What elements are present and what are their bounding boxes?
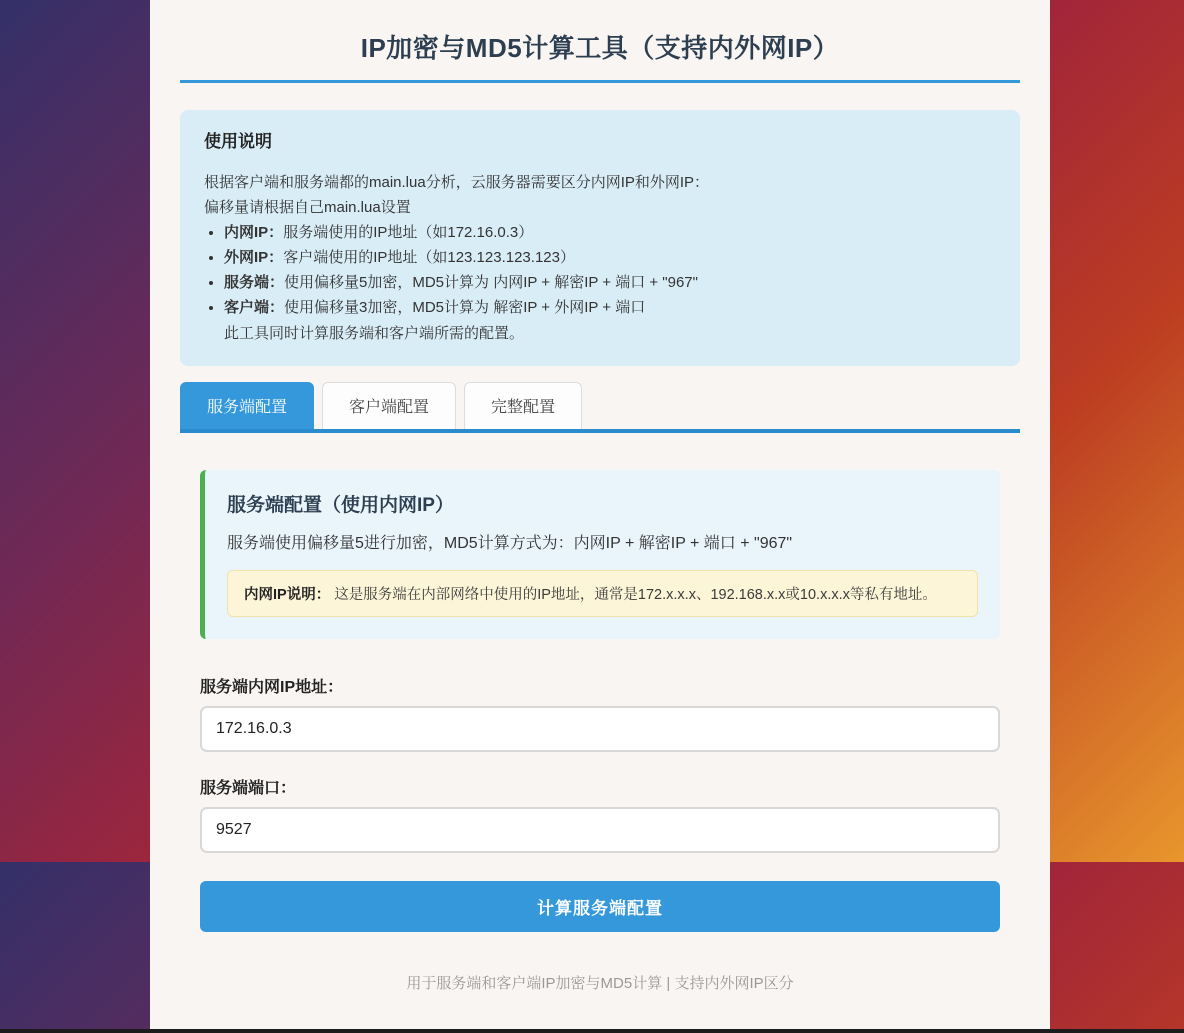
intro-line: 偏移量请根据自己main.lua设置: [204, 198, 411, 216]
panel-description: 服务端使用偏移量5进行加密，MD5计算方式为：内网IP + 解密IP + 端口 + "967": [227, 534, 793, 552]
calculate-server-config-button[interactable]: 计算服务端配置: [200, 881, 1000, 932]
tab-bar: [180, 382, 1020, 433]
bottom-edge-bar: [0, 1029, 1184, 1033]
server-ip-input[interactable]: [200, 706, 1000, 752]
bullet-text: 客户端使用的IP地址（如123.123.123.123）: [283, 249, 575, 267]
intro-line: 根据客户端和服务端都的main.lua分析，云服务器需要区分内网IP和外网IP：: [204, 173, 710, 191]
bullet-text: 使用偏移量3加密，MD5计算为 解密IP + 外网IP + 端口: [284, 299, 646, 317]
list-item: [224, 270, 996, 295]
note-label: 内网IP说明：: [244, 586, 331, 603]
bullet-label: 内网IP：: [224, 223, 284, 241]
tab-content-server: [180, 433, 1020, 932]
instructions-intro: [204, 170, 996, 220]
list-item: [224, 245, 996, 270]
panel-heading: 服务端配置（使用内网IP）: [227, 494, 454, 516]
bullet-label: 客户端：: [224, 299, 285, 317]
server-port-label: 服务端端口：: [200, 779, 297, 797]
bullet-label: 外网IP：: [224, 249, 284, 267]
usage-instructions-box: [180, 110, 1020, 366]
intranet-ip-note: [227, 570, 978, 617]
list-item: [224, 295, 996, 320]
server-port-input[interactable]: [200, 807, 1000, 853]
tab-full-config[interactable]: 完整配置: [464, 382, 582, 429]
tab-server-config[interactable]: 服务端配置: [180, 382, 314, 429]
bullet-text: 使用偏移量5加密，MD5计算为 内网IP + 解密IP + 端口 + "967": [284, 274, 698, 292]
bullet-text: 服务端使用的IP地址（如172.16.0.3）: [283, 223, 534, 241]
main-card: [150, 0, 1050, 1033]
footer-text: 用于服务端和客户端IP加密与MD5计算 | 支持内外网IP区分: [406, 974, 794, 992]
list-item: [224, 220, 996, 245]
server-ip-label: 服务端内网IP地址：: [200, 678, 344, 696]
tab-client-config[interactable]: 客户端配置: [322, 382, 456, 429]
server-config-panel: [200, 470, 1000, 639]
bullet-label: 服务端：: [224, 274, 285, 292]
page-title: IP加密与MD5计算工具（支持内外网IP）: [180, 28, 1020, 83]
instructions-list: [224, 220, 996, 321]
instructions-heading: 使用说明: [204, 132, 272, 151]
note-text: 这是服务端在内部网络中使用的IP地址，通常是172.x.x.x、192.168.x.x或10.x.x.x等私有地址。: [334, 586, 937, 603]
instructions-closing: 此工具同时计算服务端和客户端所需的配置。: [224, 324, 525, 342]
